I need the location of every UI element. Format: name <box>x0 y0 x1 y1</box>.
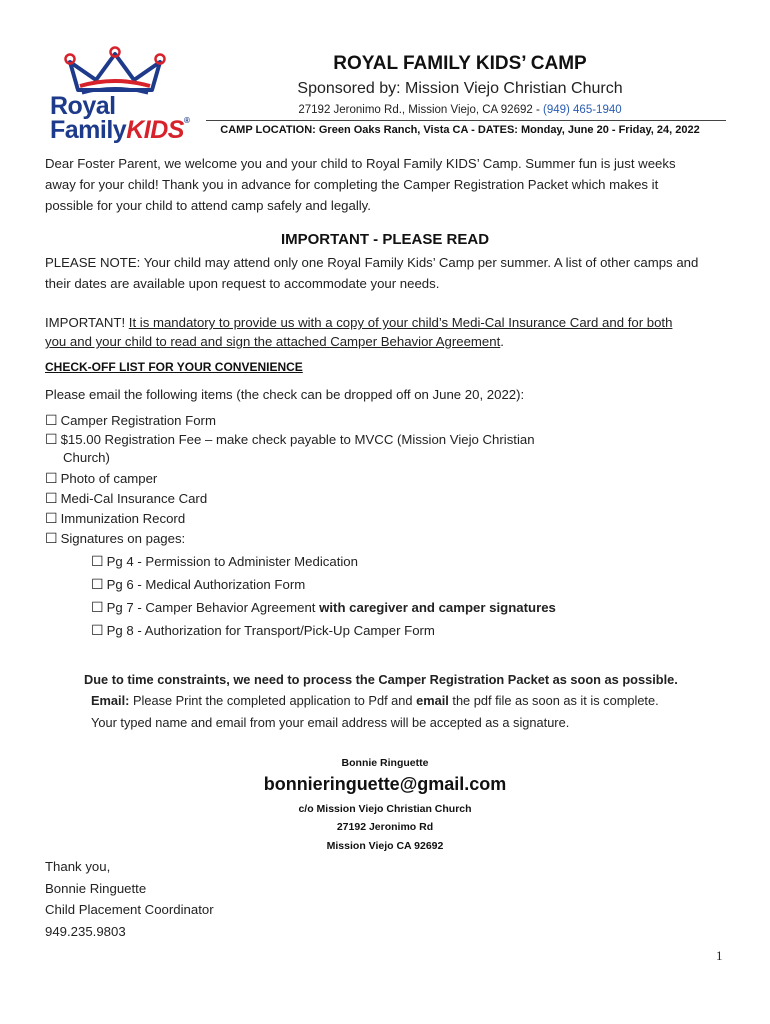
checklist-item: ☐ Camper Registration Form <box>45 412 216 428</box>
checkbox-icon[interactable]: ☐ <box>45 412 58 428</box>
checkoff-heading: CHECK-OFF LIST FOR YOUR CONVENIENCE <box>45 360 303 374</box>
contact-care-of: c/o Mission Viejo Christian Church <box>298 803 472 815</box>
checklist-item: ☐ Immunization Record <box>45 510 186 526</box>
checklist-item: ☐ $15.00 Registration Fee – make check payable to MVCC (Mission Viejo Christian <box>45 431 535 447</box>
checkbox-icon[interactable]: ☐ <box>91 599 104 615</box>
royal-family-kids-logo <box>48 46 188 142</box>
contact-city: Mission Viejo CA 92692 <box>326 840 444 852</box>
checklist-intro: Please email the following items (the check can be dropped off on June 20, 2022): <box>45 387 525 402</box>
checkbox-icon[interactable]: ☐ <box>45 530 58 546</box>
address-line: 27192 Jeronimo Rd., Mission Viejo, CA 92692 - (949) 465-1940 <box>298 104 622 116</box>
checklist-item: ☐ Signatures on pages: <box>45 530 186 546</box>
signature-note: Your typed name and email from your email address will be accepted as a signature. <box>91 715 570 730</box>
please-note-paragraph: PLEASE NOTE: Your child may attend only one Royal Family Kids’ Camp per summer. A list of other camps and their dates are available upon request to accommodate your needs. <box>45 255 699 291</box>
camp-location-dates: CAMP LOCATION: Green Oaks Ranch, Vista CA - DATES: Monday, June 20 - Friday, 24, 2022 <box>220 124 700 136</box>
checkbox-icon[interactable]: ☐ <box>45 510 58 526</box>
checkbox-icon[interactable]: ☐ <box>45 470 58 486</box>
checkbox-icon[interactable]: ☐ <box>45 431 58 447</box>
process-notice: Due to time constraints, we need to process the Camper Registration Packet as soon as possible. <box>84 672 678 687</box>
page-number: 1 <box>716 948 723 963</box>
checklist-subitem: ☐ Pg 7 - Camper Behavior Agreement with caregiver and camper signatures <box>91 599 556 615</box>
checkbox-icon[interactable]: ☐ <box>45 490 58 506</box>
checkbox-icon[interactable]: ☐ <box>91 576 104 592</box>
checklist-item: ☐ Medi-Cal Insurance Card <box>45 490 208 506</box>
signature-block: Thank you, Bonnie Ringuette Child Placement Coordinator 949.235.9803 <box>45 859 214 939</box>
intro-paragraph: Dear Foster Parent, we welcome you and your child to Royal Family KIDS’ Camp. Summer fun is just weeks away for your child! Thank you in advance for completing the Camper Registration Packet which makes it possible for your child to attend camp safely and legally. <box>45 156 676 213</box>
checklist-item: ☐ Photo of camper <box>45 470 158 486</box>
checklist-subitem: ☐ Pg 8 - Authorization for Transport/Pick-Up Camper Form <box>91 622 435 638</box>
important-heading: IMPORTANT - PLEASE READ <box>280 231 490 248</box>
phone-number: (949) 465-1940 <box>542 104 622 116</box>
checkbox-icon[interactable]: ☐ <box>91 553 104 569</box>
checklist-subitem: ☐ Pg 6 - Medical Authorization Form <box>91 576 306 592</box>
contact-email[interactable]: bonnieringuette@gmail.com <box>263 774 507 794</box>
email-instructions: Email: Please Print the completed application to Pdf and email the pdf file as soon as it is complete. <box>91 693 659 708</box>
logo-text-royal: Royal <box>50 92 116 120</box>
checkbox-icon[interactable]: ☐ <box>91 622 104 638</box>
logo-text-family-kids: FamilyKIDS® <box>50 116 190 144</box>
contact-street: 27192 Jeronimo Rd <box>336 821 434 833</box>
contact-name: Bonnie Ringuette <box>341 757 429 769</box>
important-paragraph: IMPORTANT! It is mandatory to provide us with a copy of your child’s Medi-Cal Insurance Card and for both you and your child to read and sign the attached Camper Behavior Agreement. <box>45 315 673 349</box>
checklist-item-continuation: Church) <box>63 450 110 465</box>
header-divider <box>206 120 726 121</box>
page-title: ROYAL FAMILY KIDS’ CAMP <box>333 53 587 74</box>
checklist-subitem: ☐ Pg 4 - Permission to Administer Medication <box>91 553 358 569</box>
sponsor-line: Sponsored by: Mission Viejo Christian Church <box>297 80 623 97</box>
